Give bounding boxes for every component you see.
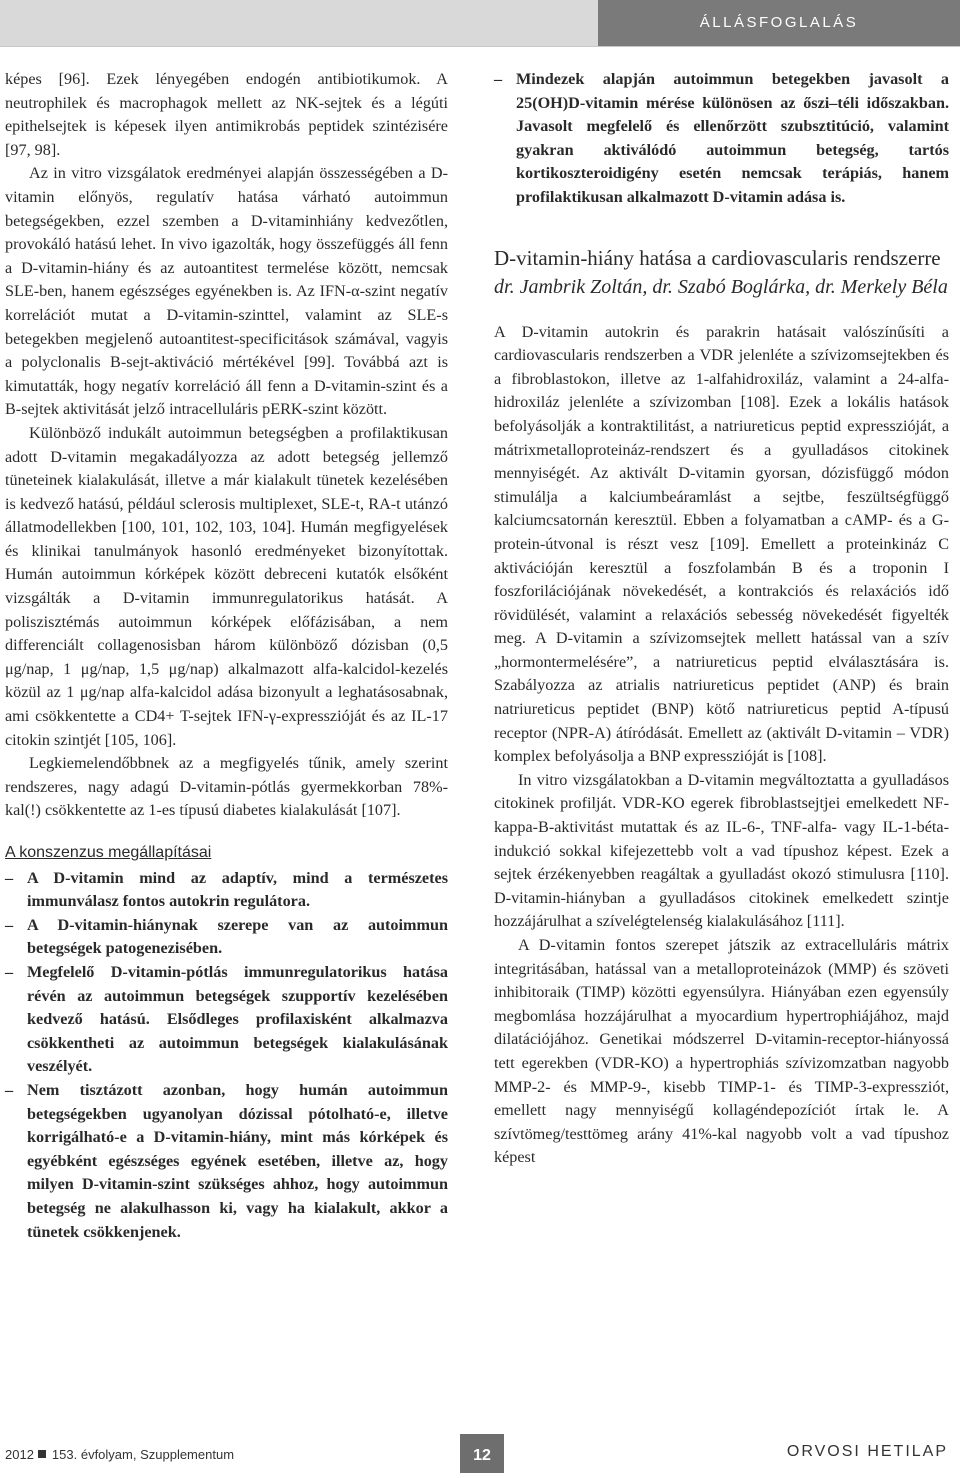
article-title: D-vitamin-hiány hatása a cardiovascularis rendszerre [494, 245, 941, 270]
consensus-list [5, 867, 448, 1245]
right-paragraph-3: A D-vitamin fontos szerepet játszik az extracelluláris mátrix integritásában, hatással van a metalloproteinázok (MMP) és szöveti inhibitoraik (TIMP) közötti egyensúlyra. Hiányában ezen egyensúly megbomlása hozzájárulhat a myocardium hypertrophiájához, majd dilatációjához. Genetikai módszerrel D-vitamin-receptor-hiányossá tett egerekben (VDR-KO) a hypertrophiás szívizomzatban nagyobb MMP-2- és MMP-9-, kisebb TIMP-1- és TIMP-3-expressziót, emellett nagy mennyiségű kollagéndepozíciót írtak le. A szívtömeg/testtömeg arány 41%-kal nagyobb volt a vad típushoz képest [494, 936, 949, 1167]
page-number: 12 [460, 1434, 504, 1473]
consensus-item: – A D-vitamin mind az adaptív, mind a természetes immunválasz fontos autokrin regulátora. [5, 867, 448, 914]
consensus-item: – Megfelelő D-vitamin-pótlás immunregulatorikus hatása révén az autoimmun betegségek szupportív kezelésében kedvező hatású. Elsődleges profilaxisként alkalmazva csökkentheti az autoimmun betegségek kialakulásának veszélyét. [5, 961, 448, 1079]
left-paragraph-2: Az in vitro vizsgálatok eredményei alapján összességében a D-vitamin előnyös, regulatív hatása várható autoimmun betegségekben, ezzel szemben a D-vitaminhiány kedvezőtlen, provokáló hatású lehet. In vivo igazolták, hogy összefüggés áll fenn a D-vitamin-hiány és az autoantitest termelése között, nemcsak SLE-ben, hanem egészséges egyénekben is. Az IFN-α-szint negatív korrelációt mutat a D-vitamin-szinttel, valamint az SLE-s betegekben megjelenő autoantitest-specificitások számával, vagyis a polyclonalis B-sejt-aktiváció mértékével [99]. Továbbá azt is kimutatták, hogy negatív korreláció áll fenn a D-vitamin-szint és a B-sejtek aktivitását jelző intracelluláris pERK-szint között. [5, 164, 448, 419]
consensus-heading: A konszenzus megállapításai [5, 844, 212, 861]
recommendation-item: – Mindezek alapján autoimmun betegekben javasolt a 25(OH)D-vitamin mérése különösen az őszi–téli időszakban. Javasolt megfelelő és ellenőrzött szubsztitúció, valamint gyakran aktiválódó autoimmun betegség, tartós kortikoszteroidigény esetén nemcsak terápiás, hanem profilaktikusan alkalmazott D-vitamin adása is. [494, 68, 949, 210]
footer-year: 2012 [5, 1447, 34, 1462]
header-bar [0, 0, 960, 47]
right-paragraph-1: A D-vitamin autokrin és parakrin hatásait valószínűsíti a cardiovascularis rendszerben a VDR jelenléte a szívizomsejtekben és a fibroblastokon, illetve az 1-alfahidroxiláz, valamint a 24-alfa-hidroxiláz jelenléte a szívizomban [108]. Ezek a lokális hatások befolyásolják a kontraktilitást, a natriureticus peptid expresszióját, a mátrixmetalloproteináz-rendszert és a gyulladásos citokinek mennyiségét. Az aktivált D-vitamin gyorsan, dózisfüggő módon stimulálja a kalciumbeáramlást a sejtbe, feszültségfüggő kalciumcsatornán keresztül. Ebben a folyamatban a cAMP- és a G-protein-útvonal is részt vesz [109]. Emellett a proteinkináz C aktivációján keresztül a foszfolambán B és a troponin I foszforilációjának növekedését, a kontrakciós és relaxációs idő rövidülését, valamint a relaxációs sebesség növekedését figyelték meg. A D-vitamin a szívizomsejtek mellett hatással van a szív „hormontermelésére”, a natriureticus peptid elválasztására is. Szabályozza az atrialis natriureticus peptidet (ANP) és brain natriureticus peptidet (BNP) kötő natriureticus peptid A-típusú receptor (NPR-A) átíródását. Emellett az (aktivált D-vitamin – VDR) komplex befolyásolja a BNP expresszióját is [108]. [494, 322, 949, 766]
right-paragraph-2: In vitro vizsgálatokban a D-vitamin megváltoztatta a gyulladásos citokinek profilját. VDR-KO egerek fibroblastsejtjei emelkedett NF-kappa-B-aktivitást mutattak és az IL-6-, TNF-alfa- vagy IL-1-béta-indukció sokkal kifejezettebb volt a vad típushoz képest. Ezek a sejtek érzékenyebben reagáltak a gyulladást okozó stimulusra [110]. D-vitamin-hiányban a gyulladásos citokinek emelkedett szintje hozzájárulhat a szívelégtelenség kialakulásához [111]. [494, 770, 949, 931]
consensus-item: – Nem tisztázott azonban, hogy humán autoimmun betegségekben ugyanolyan dózissal pótolható-e, illetve korrigálható-e a D-vitamin-hiány, mint más kórképek és egyébként egészséges egyének esetében, illetve az, hogy milyen D-vitamin-szint szükséges ahhoz, hogy autoimmun betegség ne alakulhasson ki, vagy ha kialakult, akkor a tünetek csökkenjenek. [5, 1079, 448, 1244]
square-bullet-icon [38, 1450, 46, 1458]
footer-volume: 153. évfolyam, Szupplementum [51, 1447, 235, 1462]
article-authors: dr. Jambrik Zoltán, dr. Szabó Boglárka, dr. Merkely Béla [494, 275, 948, 298]
left-paragraph-1: képes [96]. Ezek lényegében endogén antibiotikumok. A neutrophilek és macrophagok mellett az NK-sejtek és a légúti epithelsejtek is képesek ilyen antimikrobás peptidek szintézisére [97, 98]. [5, 70, 448, 159]
footer-issue-info [5, 1447, 234, 1462]
left-paragraph-3: Különböző indukált autoimmun betegségben a profilaktikusan adott D-vitamin megakadályozza az adott betegség jellemző tüneteinek kialakulását, illetve a már kialakult tünetek kezelésében is kedvező hatású, például sclerosis multiplexet, SLE-t, RA-t utánzó állatmodellekben [100, 101, 102, 103, 104]. Humán megfigyelések és klinikai tanulmányok hasonló eredményeket bizonyítottak. Humán autoimmun kórképek között debreceni kutatók elsőként vizsgálták a D-vitamin immunregulatorikus hatását. A poliszisztémás autoimmun kórképek előfázisában, a nem differenciált collagenosisban három különböző dózisban (0,5 μg/nap, 1 μg/nap, 1,5 μg/nap) alkalmazott alfa-kalcidol-kezelés közül az 1 μg/nap alfa-kalcidol adása bizonyult a leghatásosabnak, ami csökkentette a CD4+ T-sejtek IFN-γ-expresszióját és az IL-17 citokin szintjét [105, 106]. [5, 423, 448, 749]
recommendation-list [494, 68, 949, 210]
section-title: ÁLLÁSFOGLALÁS [598, 0, 960, 46]
left-column [5, 68, 448, 1244]
left-paragraph-4: Legkiemelendőbbnek az a megfigyelés tűnik, amely szerint rendszeres, nagy adagú D-vitamin-pótlás gyermekkorban 78%-kal(!) csökkentette az 1-es típusú diabetes kialakulását [107]. [5, 754, 448, 820]
right-column [494, 68, 949, 1170]
journal-name: ORVOSI HETILAP [786, 1443, 948, 1460]
consensus-item: – A D-vitamin-hiánynak szerepe van az autoimmun betegségek patogenezisében. [5, 914, 448, 961]
